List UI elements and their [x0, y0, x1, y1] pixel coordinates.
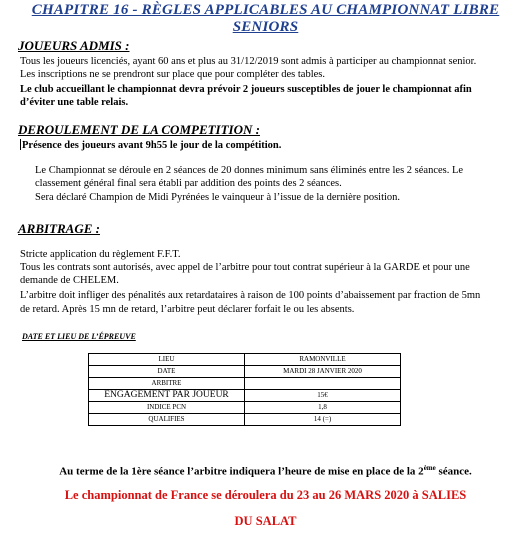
table-value-engagement: 15€: [245, 390, 401, 402]
table-label-date: DATE: [89, 366, 245, 378]
text-cursor: [20, 139, 21, 150]
footer-note-text: Au terme de la 1ère séance l’arbitre indiquera l’heure de mise en place de la 2: [59, 465, 424, 478]
table-row: [89, 414, 401, 426]
arbitrage-line-5: de retard. Après 15 mn de retard, l’arbitre peut déclarer forfait le ou les absents.: [20, 304, 355, 315]
table-row: [89, 402, 401, 414]
table-value-date: MARDI 28 JANVIER 2020: [245, 366, 401, 378]
france-championship-line-2: DU SALAT: [234, 514, 297, 528]
table-label-engagement: ENGAGEMENT PAR JOUEUR: [89, 390, 245, 402]
joueurs-line-1: Tous les joueurs licenciés, ayant 60 ans et plus au 31/12/2019 sont admis à participer au championnat senior.: [20, 56, 477, 67]
table-value-indice: 1,8: [245, 402, 401, 414]
joueurs-line-4: d’éviter une table relais.: [20, 97, 129, 108]
table-row: [89, 390, 401, 402]
table-label-qualifies: QUALIFIES: [89, 414, 245, 426]
event-info-table: [88, 353, 401, 426]
joueurs-line-3: Le club accueillant le championnat devra prévoir 2 joueurs susceptibles de jouer le championnat afin: [20, 84, 472, 95]
deroulement-line-2: classement général final sera établi par addition des points des 2 séances.: [35, 178, 342, 189]
table-row: [89, 366, 401, 378]
section-heading-arbitrage: ARBITRAGE :: [18, 221, 100, 236]
table-value-lieu: RAMONVILLE: [245, 354, 401, 366]
presence-text: Présence des joueurs avant 9h55 le jour de la compétition.: [22, 140, 282, 151]
section-heading-date-lieu: DATE ET LIEU DE L’ÉPREUVE: [22, 332, 136, 341]
table-row: [89, 354, 401, 366]
section-heading-joueurs: JOUEURS ADMIS :: [18, 38, 130, 53]
arbitrage-line-1: Stricte application du règlement F.F.T.: [20, 249, 181, 260]
table-row: [89, 378, 401, 390]
france-championship-line-1: Le championnat de France se déroulera du 23 au 26 MARS 2020 à SALIES: [64, 488, 467, 502]
deroulement-line-1: Le Championnat se déroule en 2 séances de 20 donnes minimum sans éliminés entre les 2 séances. Le: [35, 165, 464, 176]
presence-line: [20, 139, 281, 153]
footer-note-end: séance.: [435, 465, 472, 478]
joueurs-line-2: Les inscriptions ne se prendront sur place que pour compléter des tables.: [20, 69, 325, 80]
footer-note: [0, 462, 531, 478]
document-title-line1: CHAPITRE 16 - RÈGLES APPLICABLES AU CHAMPIONNAT LIBRE: [31, 2, 500, 18]
footer-note-superscript: ème: [423, 464, 436, 472]
table-label-lieu: LIEU: [89, 354, 245, 366]
arbitrage-line-2: Tous les contrats sont autorisés, avec appel de l’arbitre pour tout contrat supérieur à la GARDE et pour une: [20, 262, 470, 273]
document-title-line2: SENIORS: [232, 19, 299, 35]
deroulement-line-3: Sera déclaré Champion de Midi Pyrénées le vainqueur à l’issue de la dernière position.: [35, 192, 401, 203]
arbitrage-line-4: L’arbitre doit infliger des pénalités aux retardataires à raison de 100 points d’abaissement par fraction de 5mn: [20, 290, 481, 301]
table-label-arbitre: ARBITRE: [89, 378, 245, 390]
table-value-qualifies: 14 (=): [245, 414, 401, 426]
table-value-arbitre: [245, 378, 401, 390]
section-heading-deroulement: DEROULEMENT DE LA COMPETITION :: [18, 122, 260, 137]
arbitrage-line-3: demande de CHELEM.: [20, 275, 119, 286]
table-label-indice: INDICE PCN: [89, 402, 245, 414]
